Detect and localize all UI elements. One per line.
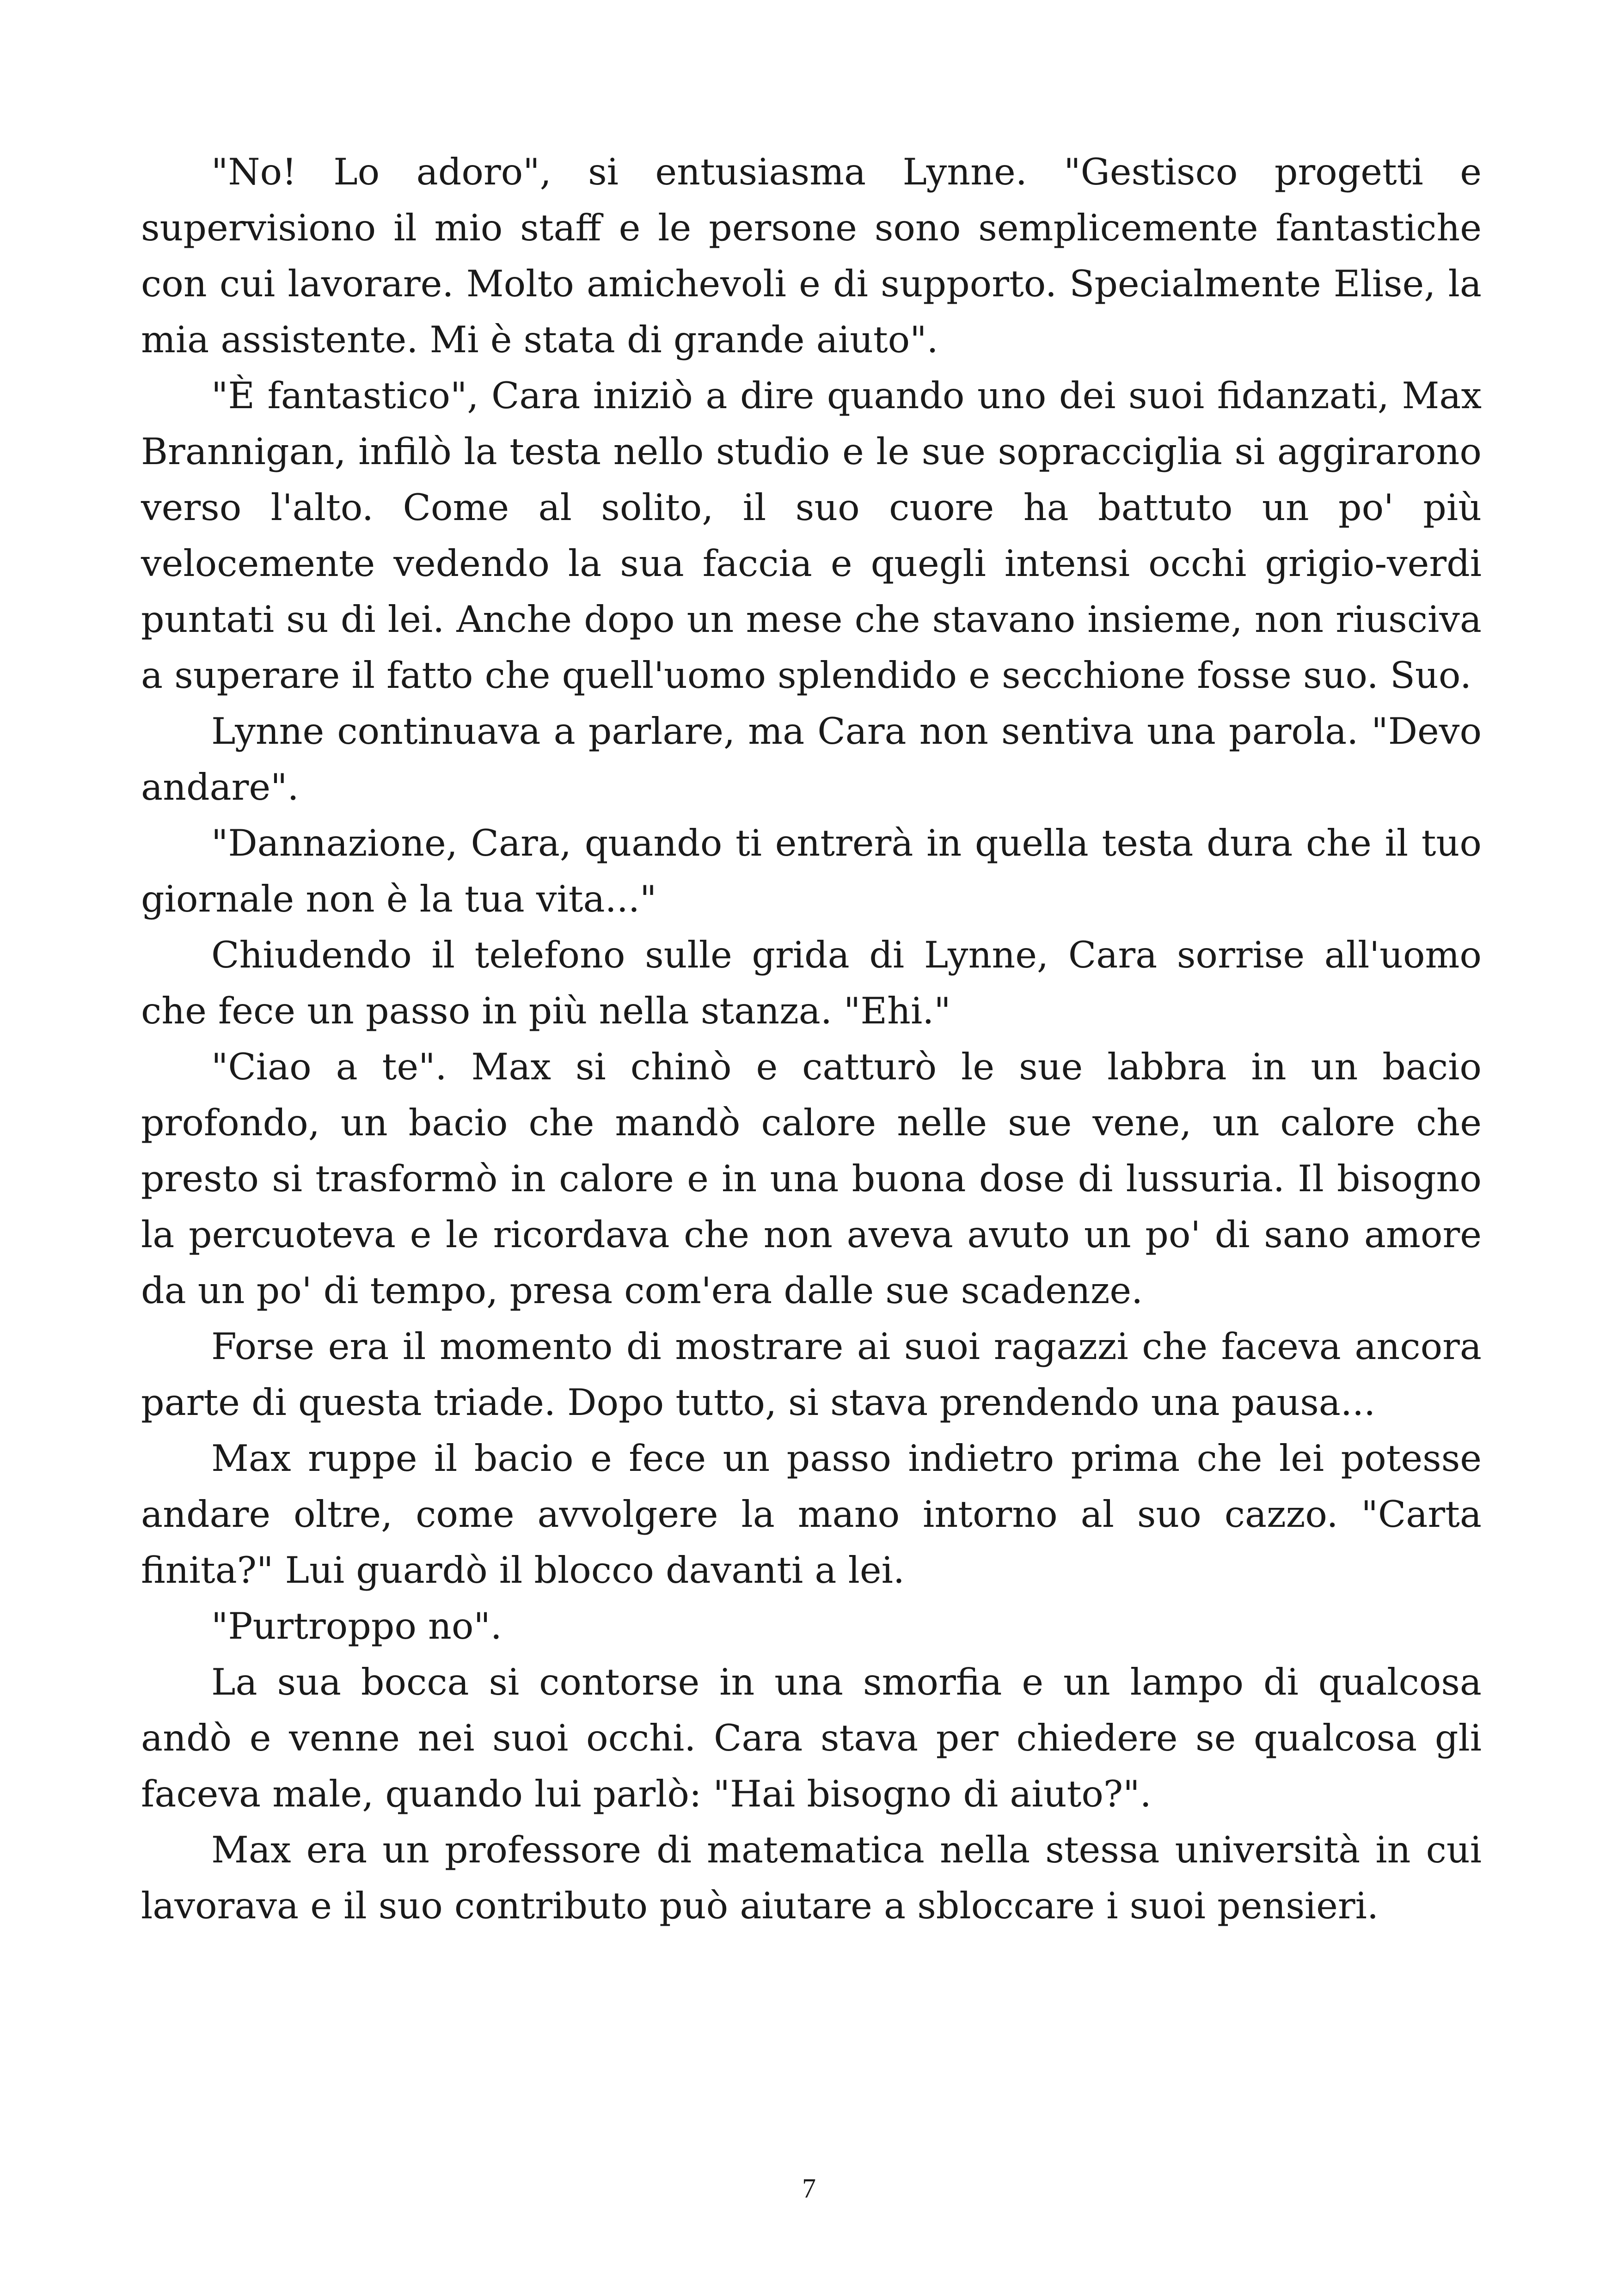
- paragraph: Forse era il momento di mostrare ai suoi ragazzi che faceva ancora parte di questa triade. Dopo tutto, si stava prendendo una pausa...: [141, 1325, 1482, 1424]
- paragraph: Max ruppe il bacio e fece un passo indietro prima che lei potesse andare oltre, come avvolgere la mano intorno al suo cazzo. "Carta finita?" Lui guardò il blocco davanti a lei.: [141, 1437, 1482, 1592]
- paragraph: "Purtroppo no".: [211, 1605, 502, 1647]
- paragraph: Lynne continuava a parlare, ma Cara non sentiva una parola. "Devo andare".: [141, 710, 1482, 808]
- body-text: [141, 144, 1482, 1934]
- paragraph: Chiudendo il telefono sulle grida di Lynne, Cara sorrise all'uomo che fece un passo in più nella stanza. "Ehi.": [141, 934, 1482, 1032]
- paragraph: Max era un professore di matematica nella stessa università in cui lavorava e il suo contributo può aiutare a sbloccare i suoi pensieri.: [141, 1829, 1482, 1927]
- page-number: 7: [802, 2173, 816, 2204]
- paragraph: La sua bocca si contorse in una smorfia e un lampo di qualcosa andò e venne nei suoi occhi. Cara stava per chiedere se qualcosa gli faceva male, quando lui parlò: "Hai bisogno di aiuto?".: [141, 1661, 1482, 1815]
- paragraph: "È fantastico", Cara iniziò a dire quando uno dei suoi fidanzati, Max Brannigan, infilò la testa nello studio e le sue sopracciglia si aggirarono verso l'alto. Come al solito, il suo cuore ha battuto un po' più velocemente vedendo la sua faccia e quegli intensi occhi grigio-verdi puntati su di lei. Anche dopo un mese che stavano insieme, non riusciva a superare il fatto che quell'uomo splendido e secchione fosse suo. Suo.: [141, 374, 1482, 697]
- paragraph: "Ciao a te". Max si chinò e catturò le sue labbra in un bacio profondo, un bacio che mandò calore nelle sue vene, un calore che presto si trasformò in calore e in una buona dose di lussuria. Il bisogno la percuoteva e le ricordava che non aveva avuto un po' di sano amore da un po' di tempo, presa com'era dalle sue scadenze.: [141, 1046, 1482, 1312]
- paragraph: "Dannazione, Cara, quando ti entrerà in quella testa dura che il tuo giornale non è la tua vita...": [141, 822, 1482, 920]
- paragraph: "No! Lo adoro", si entusiasma Lynne. "Gestisco progetti e supervisiono il mio staff e le persone sono semplicemente fantastiche con cui lavorare. Molto amichevoli e di supporto. Specialmente Elise, la mia assistente. Mi è stata di grande aiuto".: [141, 151, 1482, 361]
